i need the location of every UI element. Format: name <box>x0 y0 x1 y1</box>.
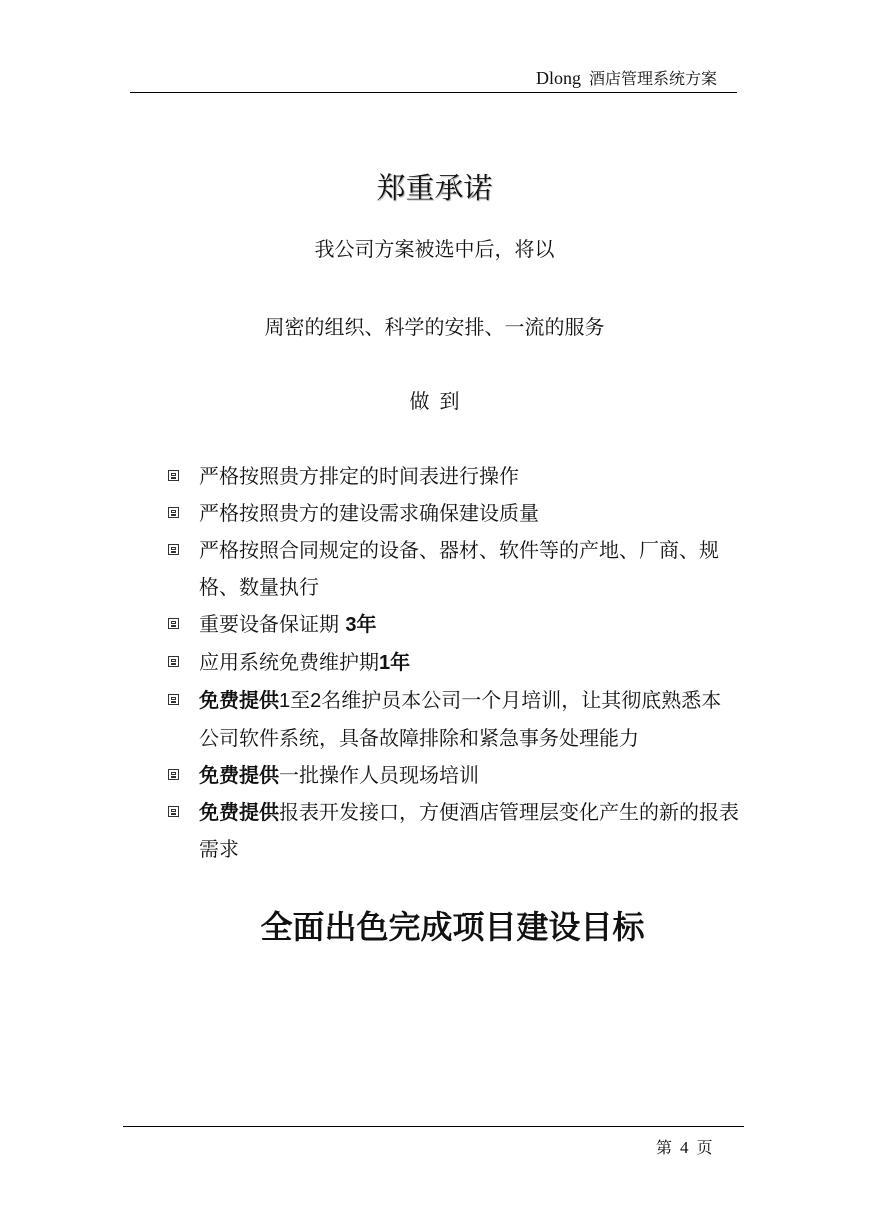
promise-text: 一批操作人员现场培训 <box>279 763 479 787</box>
list-item <box>168 606 740 644</box>
floppy-disk-icon <box>168 470 179 481</box>
promise-text: 名维护员本公司一个月培训，让其彻底熟悉本公司软件系统，具备故障排除和紧急事务处理能力 <box>199 688 722 750</box>
list-item <box>168 682 740 757</box>
list-item <box>168 644 740 682</box>
page-title: 郑重承诺 <box>376 171 493 205</box>
promise-text: 严格按照贵方的建设需求确保建设质量 <box>199 501 539 525</box>
intro-line-3: 做到 <box>409 389 470 413</box>
promise-text: 严格按照合同规定的设备、器材、软件等的产地、厂商、规格、数量执行 <box>199 538 719 599</box>
floppy-disk-icon <box>168 618 179 629</box>
floppy-disk-icon <box>168 769 179 780</box>
footer-label-after: 页 <box>696 1138 713 1157</box>
floppy-disk-icon <box>168 507 179 518</box>
footer-label-before: 第 <box>656 1138 673 1157</box>
running-header <box>536 66 717 89</box>
promise-highlight: 3年 <box>345 614 377 636</box>
promise-text: 应用系统免费维护期 <box>199 650 379 674</box>
promise-list <box>168 458 740 868</box>
header-doc-title: 酒店管理系统方案 <box>588 69 717 88</box>
intro-line-2: 周密的组织、科学的安排、一流的服务 <box>264 315 605 339</box>
list-item <box>168 794 740 868</box>
promise-count-max: 2 <box>310 690 322 712</box>
page-number: 4 <box>680 1138 689 1157</box>
promise-emphasis: 免费提供 <box>199 688 279 712</box>
promise-emphasis: 免费提供 <box>199 763 279 787</box>
project-goal-heading: 全面出色完成项目建设目标 <box>260 908 645 946</box>
list-item <box>168 495 740 532</box>
floppy-disk-icon <box>168 694 179 705</box>
list-item <box>168 532 740 606</box>
floppy-disk-icon <box>168 806 179 817</box>
promise-text: 重要设备保证期 <box>199 612 346 636</box>
intro-line-1: 我公司方案被选中后，将以 <box>314 237 555 261</box>
promise-text: 严格按照贵方排定的时间表进行操作 <box>199 464 519 488</box>
header-brand: Dlong <box>535 68 581 88</box>
floppy-disk-icon <box>168 544 179 555</box>
list-item <box>168 757 740 794</box>
footer-rule <box>123 1126 744 1127</box>
header-rule <box>130 92 737 93</box>
promise-text: 报表开发接口，方便酒店管理层变化产生的新的报表需求 <box>199 800 739 861</box>
promise-emphasis: 免费提供 <box>199 800 279 824</box>
promise-connector: 至 <box>290 688 311 712</box>
floppy-disk-icon <box>168 656 179 667</box>
page-footer <box>656 1135 713 1158</box>
promise-count-min: 1 <box>279 690 291 712</box>
list-item <box>168 458 740 495</box>
promise-highlight: 1年 <box>379 652 411 674</box>
